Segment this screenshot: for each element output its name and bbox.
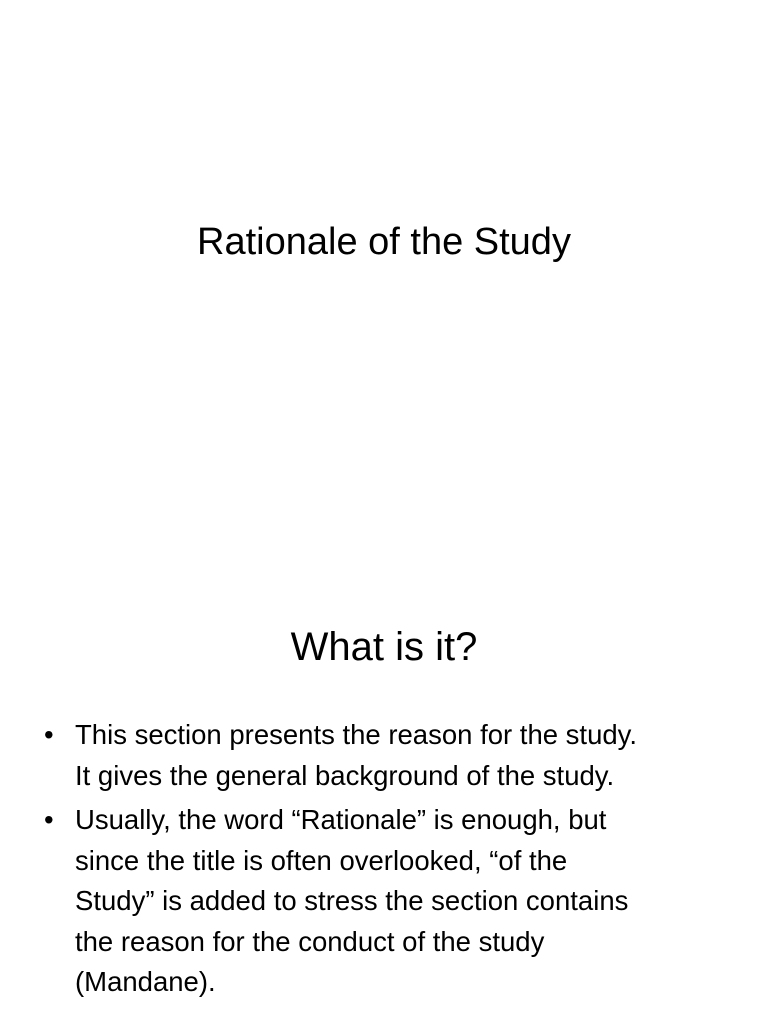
bullet-text-line: since the title is often overlooked, “of the — [75, 844, 568, 876]
bullet-list — [44, 715, 734, 1007]
slide-content-page — [0, 512, 768, 1024]
bullet-icon: • — [44, 804, 54, 835]
slide-heading: What is it? — [290, 625, 478, 669]
bullet-item — [44, 800, 734, 1003]
bullet-item — [44, 715, 734, 796]
bullet-icon: • — [44, 719, 54, 750]
bullet-text-line: the reason for the conduct of the study — [75, 925, 545, 957]
bullet-text-line: Usually, the word “Rationale” is enough, but — [75, 804, 607, 835]
bullet-text-line: (Mandane). — [75, 966, 216, 997]
slide-title: Rationale of the Study — [197, 221, 571, 263]
bullet-text-line: This section presents the reason for the study. — [75, 719, 638, 750]
bullet-text-line: It gives the general background of the study. — [75, 759, 615, 791]
bullet-text-line: Study” is added to stress the section contains — [75, 885, 629, 916]
